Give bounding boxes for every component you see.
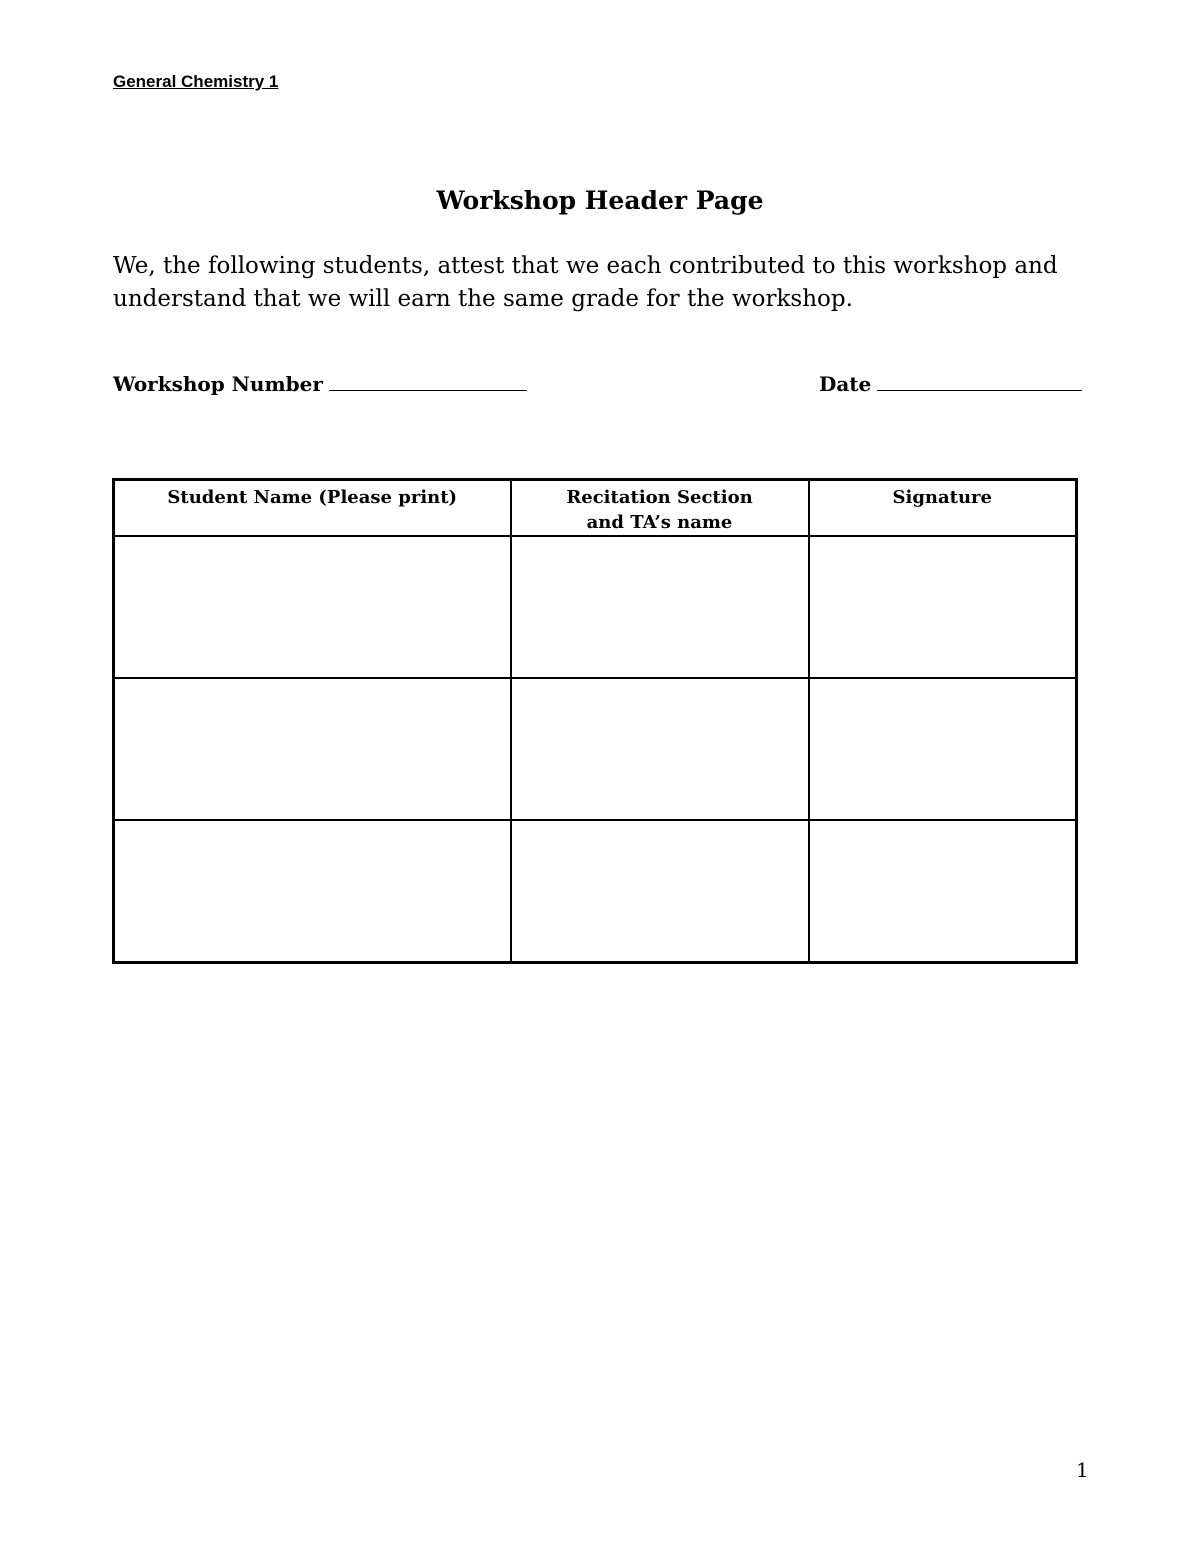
recitation-section-cell[interactable]	[511, 820, 809, 963]
table-header-row	[114, 480, 1077, 537]
workshop-number-field	[113, 370, 527, 396]
student-name-cell[interactable]	[114, 678, 511, 820]
date-field	[819, 370, 1082, 396]
table-row	[114, 678, 1077, 820]
student-name-cell[interactable]	[114, 820, 511, 963]
header-student-name: Student Name (Please print)	[114, 480, 511, 537]
student-name-cell[interactable]	[114, 536, 511, 678]
recitation-section-cell[interactable]	[511, 678, 809, 820]
table-row	[114, 820, 1077, 963]
header-recitation-section	[511, 480, 809, 537]
page-number: 1	[1076, 1458, 1089, 1482]
signature-cell[interactable]	[809, 536, 1077, 678]
table-row	[114, 536, 1077, 678]
workshop-number-blank[interactable]	[329, 370, 527, 391]
date-label: Date	[819, 372, 872, 396]
workshop-number-label: Workshop Number	[113, 372, 323, 396]
header-recitation-section-line1: Recitation Section	[566, 487, 753, 508]
page-title: Workshop Header Page	[436, 186, 764, 215]
course-header: General Chemistry 1	[113, 72, 279, 91]
header-signature: Signature	[809, 480, 1077, 537]
student-roster-table	[112, 478, 1078, 964]
date-blank[interactable]	[877, 370, 1082, 391]
signature-cell[interactable]	[809, 820, 1077, 963]
header-recitation-section-line2: and TA’s name	[586, 512, 733, 533]
signature-cell[interactable]	[809, 678, 1077, 820]
recitation-section-cell[interactable]	[511, 536, 809, 678]
attestation-statement: We, the following students, attest that we each contributed to this workshop and understand that we will earn the same grade for the workshop.	[113, 253, 1058, 312]
